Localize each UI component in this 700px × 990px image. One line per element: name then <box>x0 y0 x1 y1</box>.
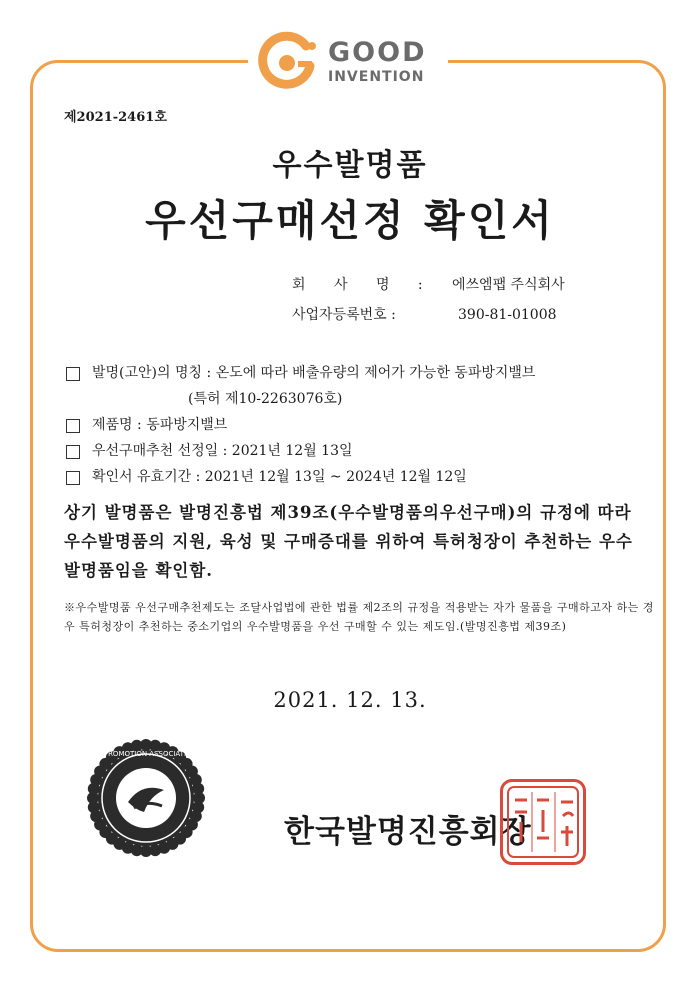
business-reg-value: 390-81-01008 <box>458 307 557 323</box>
selection-date: 우선구매추천 선정일 : 2021년 12월 13일 <box>92 443 353 459</box>
company-name-label: 회 사 명 : <box>292 277 435 293</box>
checkbox-square-icon <box>66 419 80 433</box>
list-item <box>66 412 535 438</box>
logo-word-invention: INVENTION <box>328 69 425 85</box>
logo-word-good: GOOD <box>328 37 427 68</box>
issue-date: 2021. 12. 13. <box>273 688 427 712</box>
association-seal <box>36 736 256 864</box>
product-name: 제품명 : 동파방지밸브 <box>92 417 228 433</box>
seal-left-lettering: KOREA INVENTION PROMOTION ASSOCIATION · 한국발명진흥회 · <box>36 750 256 758</box>
business-reg-label: 사업자등록번호 : <box>292 307 396 323</box>
checkbox-square-icon <box>66 471 80 485</box>
good-invention-logo <box>248 28 448 92</box>
validity-period: 확인서 유효기간 : 2021년 12월 13일 ~ 2024년 12월 12일 <box>92 469 467 485</box>
footnote: ※우수발명품 우선구매추천제도는 조달사업법에 관한 법률 제2조의 규정을 적용받는 자가 물품을 구매하고자 하는 경우 특허청장이 추천하는 중소기업의 우수발명품을 우선 구매할 수 있는 제도임.(발명진흥법 제39조) <box>64 601 654 633</box>
checkbox-square-icon <box>66 367 80 381</box>
certificate-items <box>66 360 535 490</box>
invention-name: 발명(고안)의 명칭 : 온도에 따라 배출유량의 제어가 가능한 동파방지밸브 <box>92 365 536 381</box>
list-item <box>66 464 535 490</box>
issuer-name: 한국발명진흥회장 <box>284 814 532 850</box>
certificate-subtitle: 우수발명품 <box>272 148 428 183</box>
logo-g-icon <box>254 32 324 92</box>
certificate-title: 우선구매선정 확인서 <box>145 196 555 245</box>
patent-number: (특허 제10-2263076호) <box>188 391 343 407</box>
company-info <box>292 270 565 330</box>
checkbox-square-icon <box>66 445 80 459</box>
document-number: 제2021-2461호 <box>64 110 167 125</box>
list-item <box>66 438 535 464</box>
company-name-value: 에쓰엠팹 주식회사 <box>452 277 565 293</box>
association-seal-icon <box>36 736 256 860</box>
red-seal-icon <box>503 782 583 862</box>
list-item <box>66 360 535 386</box>
official-red-seal <box>500 779 586 865</box>
certification-statement: 상기 발명품은 발명진흥법 제39조(우수발명품의우선구매)의 규정에 따라 우수발명품의 지원, 육성 및 구매증대를 위하여 특허청장이 추천하는 우수발명품임을 확인함. <box>64 503 633 580</box>
